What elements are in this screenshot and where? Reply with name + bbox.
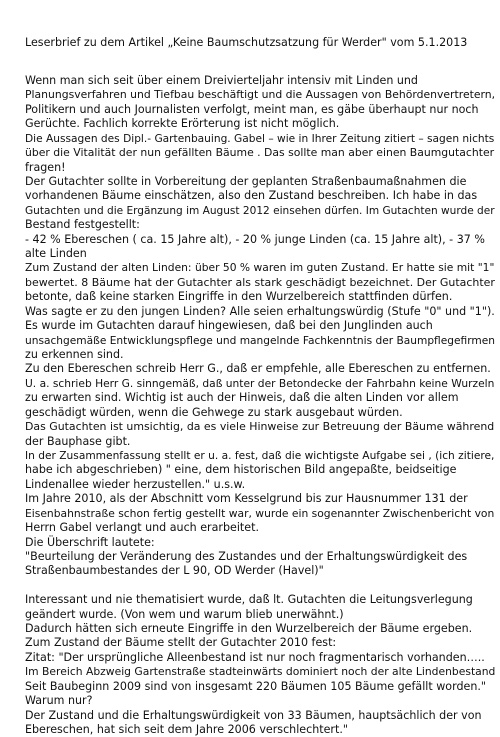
text-line: Zum Zustand der Bäume stellt der Gutachter 2010 fest: bbox=[25, 636, 337, 650]
text-line: Im Bereich Abzweig Gartenstraße stadteinwärts dominiert noch der alte Lindenbestand bbox=[25, 665, 496, 679]
text-line: Die Überschrift lautete: bbox=[25, 535, 155, 549]
text-line: Der Gutachter sollte in Vorbereitung der geplanten Straßenbaumaßnahmen die bbox=[25, 174, 467, 188]
text-line: Ebereschen, hat sich seit dem Jahre 2006 verschlechtert." bbox=[25, 722, 348, 736]
text-line: Seit Baubeginn 2009 sind von insgesamt 220 Bäumen 105 Bäume gefällt worden." bbox=[25, 679, 486, 693]
text-line: geschädigt würden, wenn die Gehwege zu stark ausgebaut würden. bbox=[25, 405, 403, 419]
text-line: "Beurteilung der Veränderung des Zustandes und der Erhaltungswürdigkeit des bbox=[25, 549, 468, 563]
text-line: betonte, daß keine starken Eingriffe in den Wurzelbereich stattfinden dürfen. bbox=[25, 290, 453, 304]
text-line: Bestand festgestellt: bbox=[25, 218, 140, 232]
text-line: vorhandenen Bäume einschätzen, also den Zustand beschreiben. Ich habe in das bbox=[25, 189, 478, 203]
text-line: fragen! bbox=[25, 160, 66, 174]
text-line: Das Gutachten ist umsichtig, da es viele Hinweise zur Betreuung der Bäume während bbox=[25, 420, 495, 434]
text-line: Zum Zustand der alten Linden: über 50 % waren im guten Zustand. Er hatte sie mit "1" bbox=[25, 261, 495, 275]
text-line: Dadurch hätten sich erneute Eingriffe in den Wurzelbereich der Bäume ergeben. bbox=[25, 622, 473, 636]
text-line: habe ich abgeschrieben) " eine, dem historischen Bild angepaßte, beidseitige bbox=[25, 463, 457, 477]
text-line: Zitat: "Der ursprüngliche Alleenbestand ist nur noch fragmentarisch vorhanden….. bbox=[25, 650, 485, 664]
text-line: Wenn man sich seit über einem Dreivierteljahr intensiv mit Linden und bbox=[25, 74, 418, 87]
text-line: Die Aussagen des Dipl.- Gartenbauing. Gabel – wie in Ihrer Zeitung zitiert – sagen nichts bbox=[25, 131, 495, 145]
text-line: Lindenallee wieder herzustellen." u.s.w. bbox=[25, 477, 246, 491]
text-line: der Bauphase gibt. bbox=[25, 434, 131, 448]
text-line: Eisenbahnstraße schon fertig gestellt war, wurde ein sogenannter Zwischenbericht von bbox=[25, 506, 495, 520]
text-line: unsachgemäße Entwicklungspflege und mangelnde Fachkenntnis der Baumpflegefirmen bbox=[25, 333, 495, 347]
text-line: über die Vitalität der nun gefällten Bäume . Das sollte man aber einen Baumgutachter bbox=[25, 146, 495, 160]
text-line: Warum nur? bbox=[25, 694, 93, 708]
text-line: alte Linden bbox=[25, 247, 87, 261]
text-line: U. a. schrieb Herr G. sinngemäß, daß unter der Betondecke der Fahrbahn keine Wurzeln bbox=[25, 376, 495, 390]
text-line: Politikern und auch Journalisten verfolgt, meint man, es gäbe überhaupt nur noch bbox=[25, 102, 479, 116]
text-line: Gerüchte. Fachlich korrekte Erörterung ist nicht möglich. bbox=[25, 117, 340, 131]
text-line: Der Zustand und die Erhaltungswürdigkeit von 33 Bäumen, hauptsächlich der von bbox=[25, 708, 482, 722]
text-line bbox=[25, 579, 495, 593]
letter-body bbox=[25, 74, 495, 737]
text-line: Was sagte er zu den jungen Linden? Alle seien erhaltungswürdig (Stufe "0" und "1"). bbox=[25, 304, 495, 318]
text-line: Es wurde im Gutachten darauf hingewiesen, daß bei den Junglinden auch bbox=[25, 319, 433, 333]
text-line: geändert wurde. (Von wem und warum blieb unerwähnt.) bbox=[25, 607, 344, 621]
text-line: Planungsverfahren und Tiefbau beschäftigt und die Aussagen von Behördenvertretern, bbox=[25, 88, 496, 102]
text-line: Herrn Gabel verlangt und auch erarbeitet. bbox=[25, 521, 259, 535]
text-line: Gutachten und die Ergänzung im August 2012 einsehen dürfen. Im Gutachten wurde der bbox=[25, 204, 495, 217]
text-line: Im Jahre 2010, als der Abschnitt vom Kesselgrund bis zur Hausnummer 131 der bbox=[25, 492, 468, 506]
letter-title: Leserbrief zu dem Artikel „Keine Baumschutzsatzung für Werder" vom 5.1.2013 bbox=[25, 36, 468, 49]
text-line: - 42 % Ebereschen ( ca. 15 Jahre alt), - 20 % junge Linden (ca. 15 Jahre alt), - 37 % bbox=[25, 232, 485, 246]
text-line: Straßenbaumbestandes der L 90, OD Werder (Havel)" bbox=[25, 564, 324, 578]
text-line: zu erkennen sind. bbox=[25, 348, 124, 362]
text-line: zu erwarten sind. Wichtig ist auch der Hinweis, daß die alten Linden vor allem bbox=[25, 391, 459, 405]
text-line: bewertet. 8 Bäume hat der Gutachter als stark geschädigt bezeichnet. Der Gutachter bbox=[25, 275, 495, 289]
text-line: Interessant und nie thematisiert wurde, daß lt. Gutachten die Leitungsverlegung bbox=[25, 593, 473, 607]
text-line: Zu den Ebereschen schreib Herr G., daß er empfehle, alle Ebereschen zu entfernen. bbox=[25, 362, 491, 376]
text-line: In der Zusammenfassung stellt er u. a. fest, daß die wichtigste Aufgabe sei , (ich zitiere, bbox=[25, 448, 495, 462]
